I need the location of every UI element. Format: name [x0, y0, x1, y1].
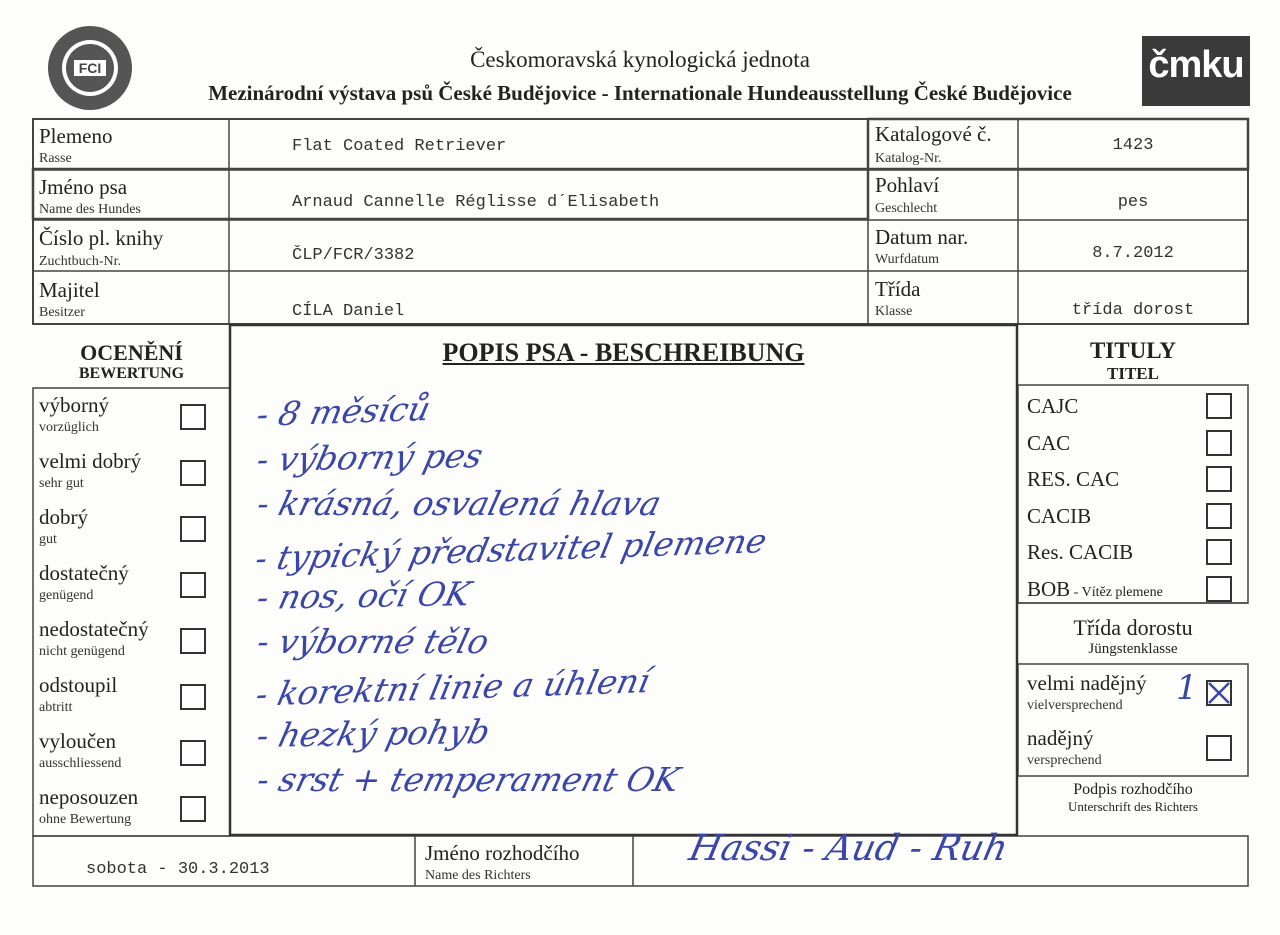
check-mark-icon [1206, 680, 1232, 706]
rating-label-de: sehr gut [39, 476, 84, 491]
rating-checkbox[interactable] [180, 628, 206, 654]
title-label-text: Res. CACIB [1027, 540, 1134, 564]
rating-label: dostatečný [39, 561, 129, 585]
owner-value: CÍLA Daniel [292, 302, 405, 321]
catalog-value: 1423 [1112, 136, 1154, 155]
rating-checkbox[interactable] [180, 684, 206, 710]
judge-label: Jméno rozhodčího [425, 841, 580, 865]
title-label [1027, 395, 1078, 417]
fci-logo-text: FCI [78, 60, 102, 76]
title-label-text: RES. CAC [1027, 467, 1120, 491]
studbook-label-de: Zuchtbuch-Nr. [39, 254, 122, 269]
signature-label: Podpis rozhodčího [1073, 781, 1193, 798]
rating-label-de: genügend [39, 588, 94, 603]
rating-label: nedostatečný [39, 617, 149, 641]
rating-checkbox[interactable] [180, 572, 206, 598]
title-checkbox[interactable] [1206, 430, 1232, 456]
judge-signature: Hassi - Aud - Ruh [685, 828, 1012, 869]
owner-label-de: Besitzer [39, 305, 85, 320]
rating-title-de: BEWERTUNG [78, 365, 185, 382]
title-checkbox[interactable] [1206, 539, 1232, 565]
class-label: Třída [875, 277, 921, 301]
title-label [1027, 432, 1070, 454]
rating-label: odstoupil [39, 673, 118, 697]
youth-checkbox[interactable] [1206, 735, 1232, 761]
sex-label-de: Geschlecht [875, 201, 938, 216]
signature-label-de: Unterschrift des Richters [1068, 799, 1198, 814]
breed-label-de: Rasse [39, 151, 72, 166]
rating-label: výborný [39, 393, 109, 417]
rating-label-de: gut [39, 532, 57, 547]
dog-name-value: Arnaud Cannelle Réglisse d´Elisabeth [292, 193, 660, 212]
title-label-text: CAJC [1027, 394, 1079, 418]
breed-label: Plemeno [39, 124, 113, 148]
rating-label-de: ohne Bewertung [39, 812, 132, 827]
rating-checkbox[interactable] [180, 404, 206, 430]
titles-title-de: TITEL [1107, 364, 1159, 383]
title-label-text: CACIB [1027, 503, 1092, 528]
birth-label: Datum nar. [875, 225, 969, 249]
sex-label: Pohlaví [875, 173, 940, 197]
rating-label-de: vorzüglich [39, 420, 99, 435]
youth-label: velmi nadějný [1027, 671, 1147, 695]
show-date: sobota - 30.3.2013 [86, 860, 270, 879]
rating-title: OCENĚNÍ [80, 340, 183, 365]
title-label-text: CAC [1027, 430, 1071, 455]
dog-name-label-de: Name des Hundes [39, 202, 141, 217]
rating-label-de: abtritt [39, 700, 73, 715]
title-checkbox[interactable] [1206, 466, 1232, 492]
birth-label-de: Wurfdatum [875, 252, 939, 267]
titles-title: TITULY [1089, 338, 1177, 363]
rating-label: vyloučen [39, 729, 116, 753]
youth-class-title: Třída dorostu [1073, 615, 1193, 640]
description-line: - hezký pohyb [252, 711, 494, 756]
description-line: - výborné tělo [253, 622, 494, 661]
rating-label-de: ausschliessend [39, 756, 122, 771]
rating-checkbox[interactable] [180, 516, 206, 542]
youth-label: nadějný [1027, 726, 1094, 750]
title-checkbox[interactable] [1206, 503, 1232, 529]
description-line: - korektní linie a úhlení [252, 661, 654, 714]
description-line: - 8 měsíců [253, 389, 435, 434]
document-title: Českomoravská kynologická jednota [470, 47, 810, 72]
title-label [1027, 505, 1091, 527]
title-label-suffix: - Vítěz plemene [1070, 584, 1163, 600]
title-label-text: BOB [1027, 576, 1071, 601]
description-line: - nos, očí OK [253, 574, 475, 617]
class-label-de: Klasse [875, 304, 913, 319]
studbook-label: Číslo pl. knihy [39, 226, 164, 250]
studbook-value: ČLP/FCR/3382 [292, 246, 415, 265]
dog-name-label: Jméno psa [39, 175, 128, 199]
description-line: - krásná, osvalená hlava [253, 484, 666, 523]
title-label [1027, 541, 1133, 563]
youth-label-de: vielversprechend [1027, 698, 1123, 713]
description-line: - typický představitel plemene [251, 521, 771, 578]
title-label [1027, 578, 1163, 604]
title-checkbox[interactable] [1206, 393, 1232, 419]
rating-label: dobrý [39, 505, 88, 529]
rating-label: velmi dobrý [39, 449, 142, 473]
youth-placement: 1 [1176, 668, 1198, 708]
cmku-logo-text: čmku [1148, 44, 1244, 86]
catalog-label-de: Katalog-Nr. [875, 151, 942, 166]
rating-checkbox[interactable] [180, 796, 206, 822]
rating-checkbox[interactable] [180, 460, 206, 486]
rating-checkbox[interactable] [180, 740, 206, 766]
document-subtitle: Mezinárodní výstava psů České Budějovice - Internationale Hundeausstellung České Budějovice [208, 81, 1072, 105]
description-line: - srst + temperament OK [253, 760, 684, 799]
judge-label-de: Name des Richters [425, 868, 531, 883]
title-checkbox[interactable] [1206, 576, 1232, 602]
catalog-label: Katalogové č. [875, 122, 992, 146]
youth-checkbox[interactable] [1206, 680, 1232, 706]
birth-value: 8.7.2012 [1092, 244, 1174, 263]
description-title: POPIS PSA - BESCHREIBUNG [442, 338, 805, 367]
rating-label: neposouzen [39, 785, 139, 809]
title-label [1027, 468, 1119, 490]
youth-label-de: versprechend [1027, 753, 1102, 768]
youth-class-title-de: Jüngstenklasse [1088, 641, 1178, 657]
sex-value: pes [1117, 193, 1149, 212]
description-line: - výborný pes [253, 436, 487, 479]
rating-label-de: nicht genügend [39, 644, 125, 659]
class-value: třída dorost [1071, 301, 1195, 320]
owner-label: Majitel [39, 278, 100, 302]
breed-value: Flat Coated Retriever [292, 137, 507, 156]
